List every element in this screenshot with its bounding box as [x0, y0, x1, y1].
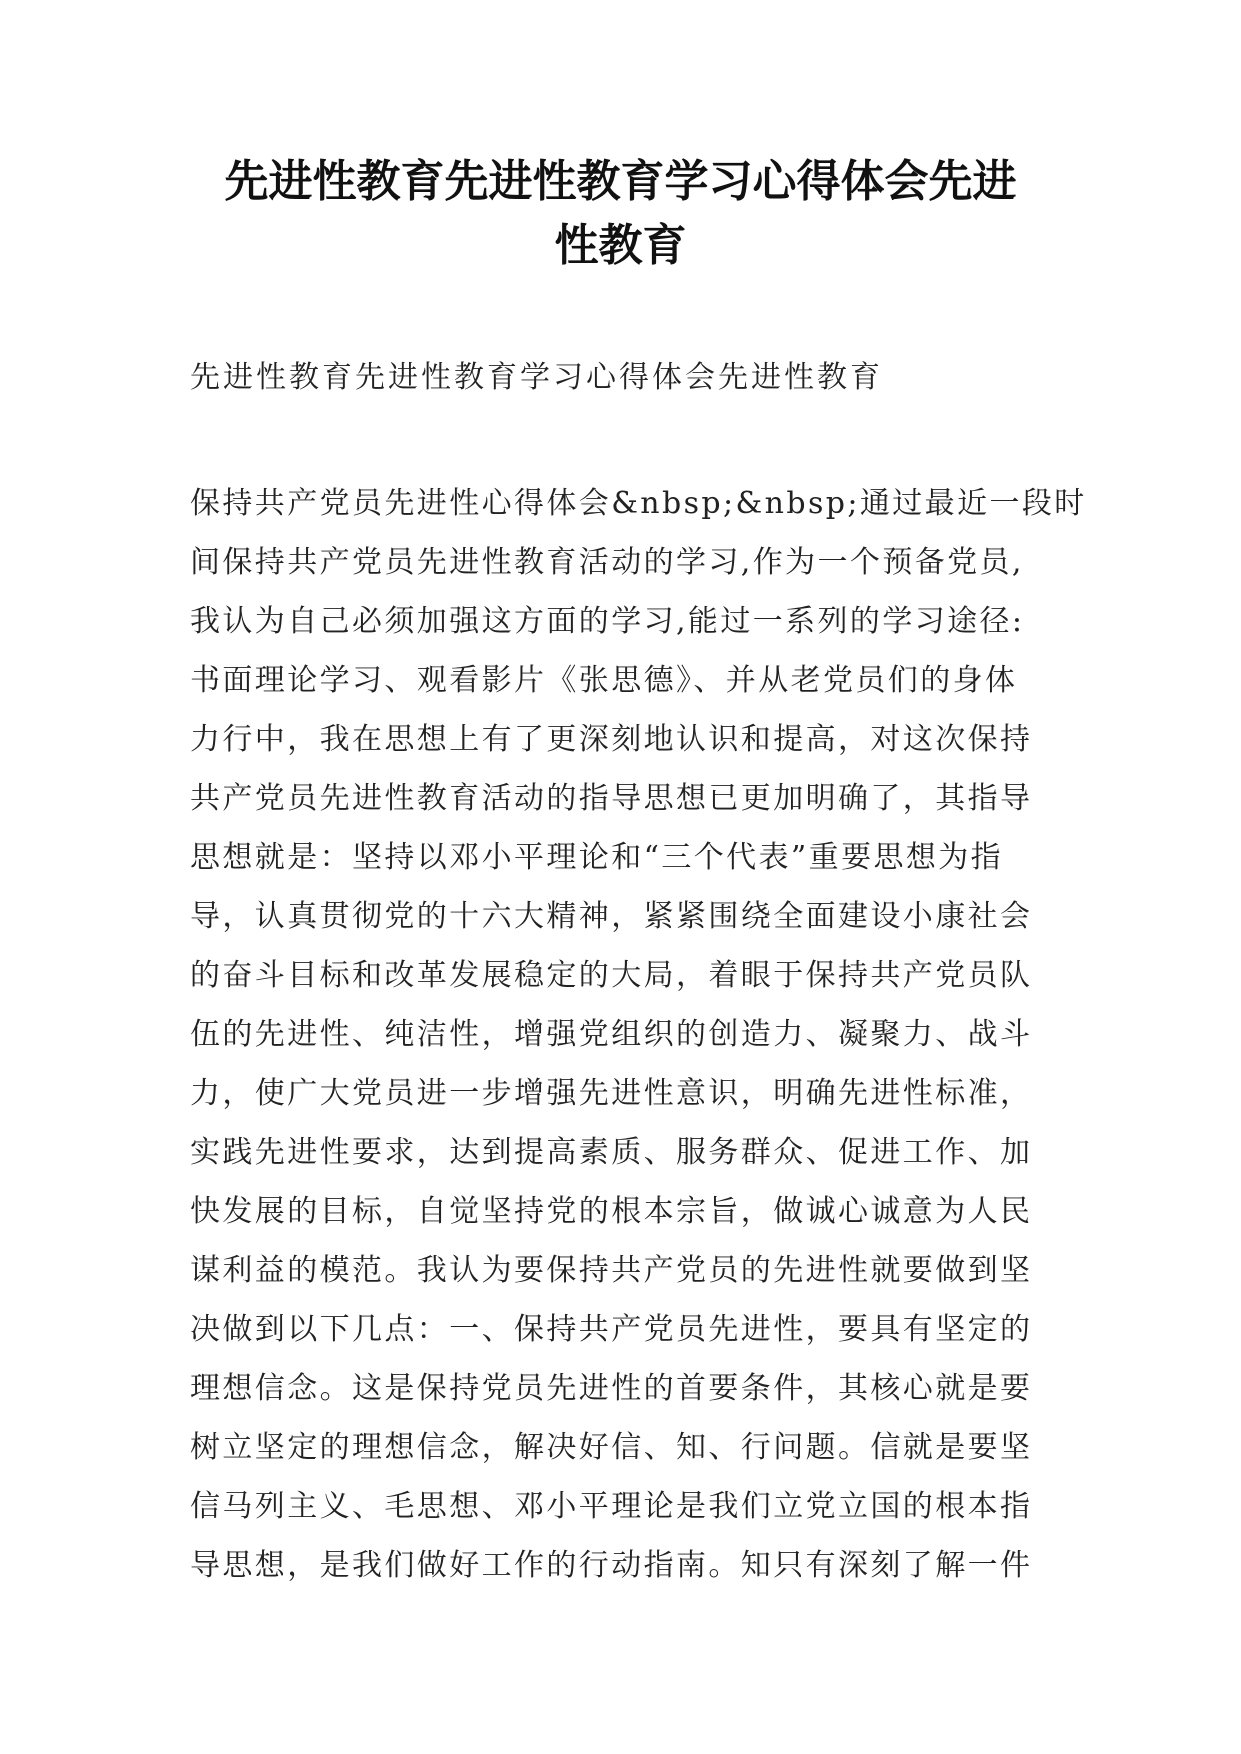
body-line: 快发展的目标，自觉坚持党的根本宗旨，做诚心诚意为人民	[190, 1194, 1033, 1229]
body-line: 书面理论学习、观看影片《张思德》、并从老党员们的身体	[190, 663, 1018, 698]
document-subtitle: 先进性教育先进性教育学习心得体会先进性教育	[190, 360, 883, 395]
body-line: 力，使广大党员进一步增强先进性意识，明确先进性标准，	[190, 1076, 1033, 1111]
body-line: 决做到以下几点：一、保持共产党员先进性，要具有坚定的	[190, 1312, 1033, 1347]
title-line: 先进性教育先进性教育学习心得体会先进	[224, 156, 1017, 207]
body-line: 导思想，是我们做好工作的行动指南。知只有深刻了解一件	[190, 1548, 1033, 1583]
body-line: 导，认真贯彻党的十六大精神，紧紧围绕全面建设小康社会	[190, 899, 1033, 934]
body-line: 伍的先进性、纯洁性，增强党组织的创造力、凝聚力、战斗	[190, 1017, 1033, 1052]
body-line: 思想就是：坚持以邓小平理论和“三个代表”重要思想为指	[190, 840, 1004, 875]
body-line: 我认为自己必须加强这方面的学习,能过一系列的学习途径:	[190, 604, 1025, 639]
body-line: 实践先进性要求，达到提高素质、服务群众、促进工作、加	[190, 1135, 1033, 1170]
body-line: 树立坚定的理想信念，解决好信、知、行问题。信就是要坚	[190, 1430, 1033, 1465]
title-line: 性教育	[554, 220, 687, 271]
document-title	[150, 150, 1091, 278]
body-line: 共产党员先进性教育活动的指导思想已更加明确了，其指导	[190, 781, 1033, 816]
body-line: 理想信念。这是保持党员先进性的首要条件，其核心就是要	[190, 1371, 1033, 1406]
document-body	[190, 474, 1087, 1595]
body-line: 谋利益的模范。我认为要保持共产党员的先进性就要做到坚	[190, 1253, 1033, 1288]
body-line: 力行中，我在思想上有了更深刻地认识和提高，对这次保持	[190, 722, 1033, 757]
body-line: 保持共产党员先进性心得体会&nbsp;&nbsp;通过最近一段时	[190, 486, 1087, 521]
body-line: 的奋斗目标和改革发展稳定的大局，着眼于保持共产党员队	[190, 958, 1033, 993]
body-line: 信马列主义、毛思想、邓小平理论是我们立党立国的根本指	[190, 1489, 1033, 1524]
body-line: 间保持共产党员先进性教育活动的学习,作为一个预备党员,	[190, 545, 1024, 580]
